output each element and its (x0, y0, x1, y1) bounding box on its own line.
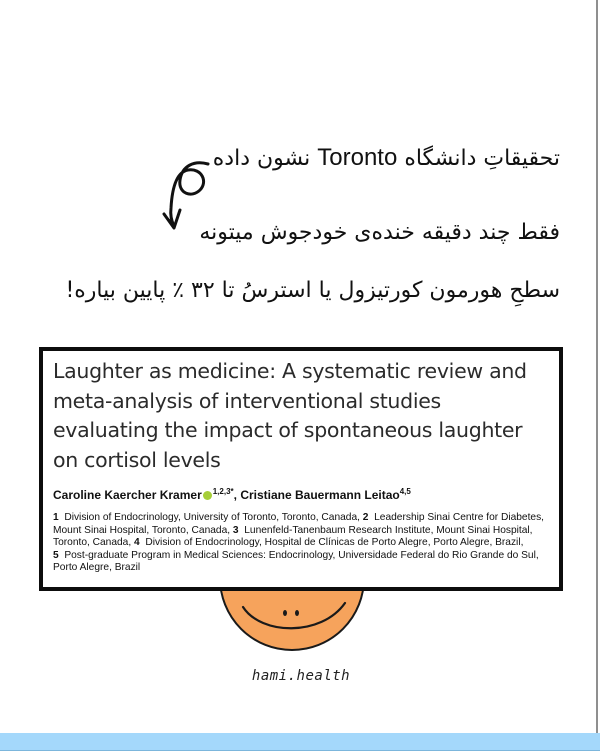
caption-line-3: سطحِ هورمون کورتیزول یا استرسُ تا ۳۲ ٪ پایین بیاره! (65, 278, 560, 303)
caption-university-name: Toronto (317, 144, 398, 171)
caption-line-1-start: تحقیقاتِ دانشگاه (404, 146, 560, 171)
page-edge-divider (596, 0, 598, 733)
affiliation-text: Post-graduate Program in Medical Sciences: Endocrinology, Universidade Federal do Rio Grande do Sul, Porto Alegre, Brazil (53, 549, 539, 574)
orcid-icon[interactable] (203, 491, 212, 500)
affiliation-text: Division of Endocrinology, Hospital de Clínicas de Porto Alegre, Porto Alegre, Brazil, (145, 537, 524, 549)
bottom-bar (0, 733, 600, 751)
author-affiliation-refs: 4,5 (399, 487, 411, 496)
affiliation-number: 1 (53, 512, 59, 523)
caption-line-2: فقط چند دقیقه خنده‌ی خودجوش میتونه (199, 220, 560, 245)
affiliation-text: Leadership Sinai Centre for Diabetes, Mount Sinai Hospital, Toronto, Canada, (53, 512, 545, 536)
affiliation-number: 5 (53, 549, 59, 561)
affiliation-number: 4 (134, 537, 140, 549)
paper-citation-card (39, 347, 563, 591)
paper-authors: Caroline Kaercher Kramer $^{1,2,3*}$, Cristiane Bauermann Leitao$^{4,5}$ (53, 487, 411, 502)
affiliation-text: Division of Endocrinology, University of Toronto, Toronto, Canada, (64, 512, 360, 523)
author-affiliation-refs: 1,2,3 (212, 487, 231, 496)
affiliation-text: Lunenfeld-Tanenbaum Research Institute, Mount Sinai Hospital, Toronto, Canada, (53, 524, 533, 549)
paper-title: Laughter as medicine: A systematic review and meta-analysis of interventional studies evaluating the impact of spontaneous laughter on cortisol levels (53, 359, 527, 472)
brand-handle: hami.health (251, 668, 351, 684)
affiliation-number: 3 (232, 524, 239, 536)
paper-affiliations (53, 512, 549, 575)
author-name: Caroline Kaercher Kramer (53, 488, 202, 502)
caption-line-1-end: نشون داده (212, 146, 311, 171)
affiliation-number: 2 (362, 512, 369, 523)
corresponding-author-mark: * (230, 487, 234, 496)
caption-line-1 (213, 143, 560, 174)
author-name: Cristiane Bauermann Leitao (240, 488, 400, 502)
